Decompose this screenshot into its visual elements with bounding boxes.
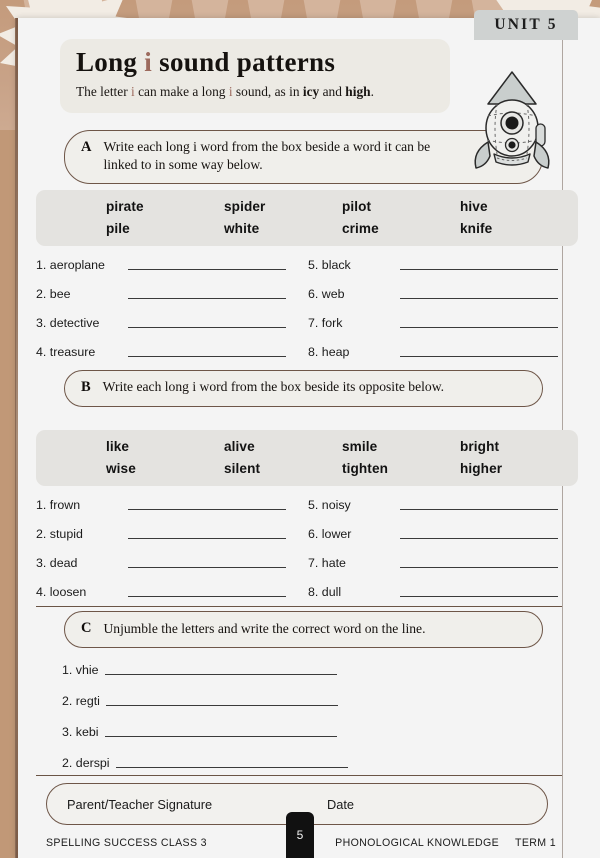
- question-row: [36, 577, 308, 606]
- section-b-questions: [36, 490, 580, 606]
- question-label: 1. aeroplane: [36, 257, 105, 272]
- question-label: 2. regti: [62, 693, 100, 708]
- question-row: [36, 548, 308, 577]
- question-row: [308, 337, 580, 366]
- answer-line[interactable]: [106, 705, 338, 706]
- title-accent-letter: i: [144, 47, 153, 77]
- question-label: 5. noisy: [308, 497, 351, 512]
- answer-line[interactable]: [128, 269, 286, 270]
- answer-line[interactable]: [400, 356, 558, 357]
- question-label: 8. heap: [308, 344, 350, 359]
- unit-badge: UNIT 5: [474, 10, 578, 40]
- question-row: [308, 250, 580, 279]
- footer-meta: [335, 837, 556, 849]
- intro-part-2: can make a long: [134, 83, 229, 99]
- section-a-letter: A: [81, 139, 92, 155]
- question-label: 7. hate: [308, 555, 346, 570]
- page-spine: [16, 18, 18, 858]
- title-prefix: Long: [76, 47, 145, 77]
- rocket-illustration: [466, 66, 562, 172]
- section-b-word-bank: [36, 430, 578, 486]
- answer-line[interactable]: [105, 674, 337, 675]
- answer-line[interactable]: [400, 509, 558, 510]
- word-bank-word: crime: [342, 221, 379, 236]
- word-bank-word: white: [224, 221, 260, 236]
- word-bank-word: higher: [460, 461, 503, 476]
- answer-line[interactable]: [128, 509, 286, 510]
- question-row: [308, 577, 580, 606]
- footer-subject: PHONOLOGICAL KNOWLEDGE: [335, 837, 500, 849]
- section-c-instruction: Unjumble the letters and write the correct word on the line.: [103, 620, 426, 636]
- date-label: Date: [327, 796, 355, 812]
- word-bank-word: smile: [342, 439, 378, 454]
- question-row: [62, 747, 348, 778]
- question-label: 1. vhie: [62, 662, 99, 677]
- word-bank-word: bright: [460, 439, 500, 454]
- question-label: 3. kebi: [62, 724, 99, 739]
- word-bank-word: hive: [460, 199, 488, 214]
- section-a-questions: [36, 250, 580, 366]
- answer-line[interactable]: [128, 327, 286, 328]
- question-row: [36, 250, 308, 279]
- question-label: 6. lower: [308, 526, 352, 541]
- intro-text: [76, 83, 434, 102]
- question-label: 3. dead: [36, 555, 78, 570]
- word-bank-word: tighten: [342, 461, 389, 476]
- footer-book-title: SPELLING SUCCESS CLASS 3: [46, 837, 207, 849]
- question-row: [308, 308, 580, 337]
- intro-bold-2: high: [345, 83, 371, 99]
- section-b-instruction-pill: [64, 370, 543, 407]
- section-b-letter: B: [81, 379, 91, 395]
- word-bank-word: wise: [106, 461, 136, 476]
- question-row: [36, 308, 308, 337]
- intro-accent-2: i: [228, 83, 233, 99]
- page-number-badge: 5: [286, 812, 314, 858]
- page-title: [76, 48, 434, 78]
- word-bank-word: spider: [224, 199, 266, 214]
- answer-line[interactable]: [400, 538, 558, 539]
- word-bank-word: alive: [224, 439, 255, 454]
- question-label: 2. bee: [36, 286, 71, 301]
- intro-accent-1: i: [131, 83, 135, 99]
- answer-line[interactable]: [128, 538, 286, 539]
- answer-line[interactable]: [105, 736, 337, 737]
- question-row: [62, 654, 348, 685]
- question-row: [308, 548, 580, 577]
- intro-part-3: sound, as in: [232, 83, 303, 99]
- word-bank-word: like: [106, 439, 130, 454]
- intro-bold-1: icy: [302, 83, 320, 99]
- footer-divider: [36, 775, 562, 776]
- intro-part-4: and: [319, 83, 346, 99]
- question-label: 7. fork: [308, 315, 343, 330]
- parent-teacher-signature-label: Parent/Teacher Signature: [67, 796, 213, 812]
- section-c-instruction-pill: [64, 611, 543, 648]
- section-c-questions: [62, 654, 348, 778]
- answer-line[interactable]: [400, 298, 558, 299]
- answer-line[interactable]: [128, 596, 286, 597]
- question-label: 4. treasure: [36, 344, 96, 359]
- question-label: 3. detective: [36, 315, 100, 330]
- header-card: [60, 39, 450, 113]
- title-suffix: sound patterns: [152, 47, 336, 77]
- question-row: [62, 716, 348, 747]
- answer-line[interactable]: [400, 567, 558, 568]
- answer-line[interactable]: [128, 298, 286, 299]
- word-bank-word: pile: [106, 221, 130, 236]
- worksheet-sheet: [16, 18, 600, 858]
- question-label: 8. dull: [308, 584, 342, 599]
- intro-part-1: The letter: [76, 83, 132, 99]
- answer-line[interactable]: [400, 327, 558, 328]
- question-label: 5. black: [308, 257, 351, 272]
- rocket-icon: [466, 66, 562, 172]
- question-row: [36, 519, 308, 548]
- answer-line[interactable]: [400, 269, 558, 270]
- question-label: 2. stupid: [36, 526, 83, 541]
- section-c-letter: C: [81, 620, 92, 636]
- section-a-instruction: Write each long i word from the box beside a word it can be linked to in some way below.: [103, 139, 431, 173]
- question-row: [36, 279, 308, 308]
- word-bank-word: silent: [224, 461, 261, 476]
- section-divider: [36, 606, 562, 607]
- answer-line[interactable]: [128, 567, 286, 568]
- answer-line[interactable]: [116, 767, 348, 768]
- question-label: 1. frown: [36, 497, 81, 512]
- intro-part-5: .: [370, 83, 374, 99]
- question-row: [308, 519, 580, 548]
- section-a-word-bank: [36, 190, 578, 246]
- word-bank-word: knife: [460, 221, 493, 236]
- question-row: [308, 279, 580, 308]
- word-bank-word: pirate: [106, 199, 144, 214]
- question-label: 4. loosen: [36, 584, 87, 599]
- section-b-instruction: Write each long i word from the box beside its opposite below.: [102, 379, 445, 394]
- word-bank-word: pilot: [342, 199, 372, 214]
- question-row: [62, 685, 348, 716]
- question-label: 2. derspi: [62, 755, 110, 770]
- question-row: [308, 490, 580, 519]
- answer-line[interactable]: [128, 356, 286, 357]
- question-label: 6. web: [308, 286, 345, 301]
- footer-term: TERM 1: [515, 837, 556, 849]
- answer-line[interactable]: [400, 596, 558, 597]
- question-row: [36, 490, 308, 519]
- question-row: [36, 337, 308, 366]
